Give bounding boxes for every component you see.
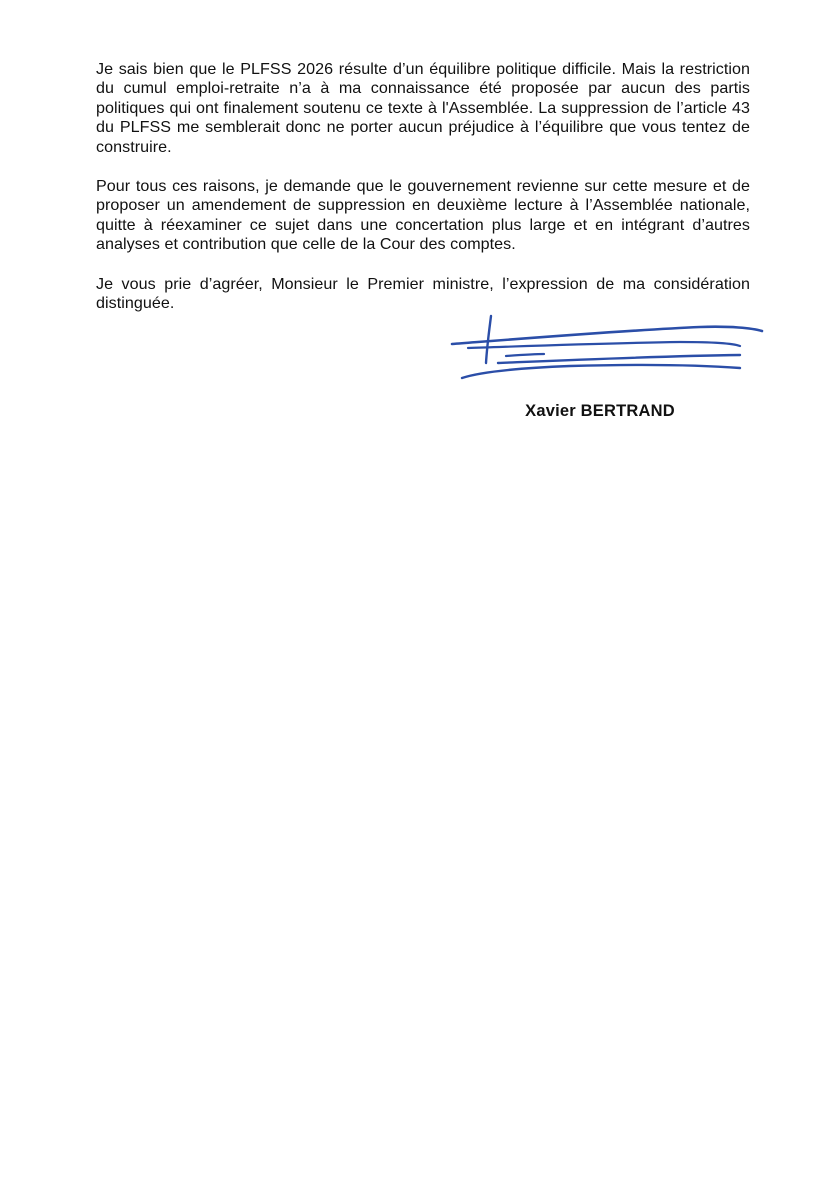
signature-bottom-sweep <box>462 365 740 378</box>
signature-top-stroke <box>452 327 762 344</box>
signer-name: Xavier BERTRAND <box>525 402 675 420</box>
signature-middle-stroke <box>468 342 740 348</box>
handwritten-signature <box>440 308 780 390</box>
paragraph-formule-politesse: Je vous prie d’agréer, Monsieur le Premier ministre, l’expression de ma considération distinguée. <box>96 274 750 313</box>
paragraph-demande-suppression: Pour tous ces raisons, je demande que le gouvernement revienne sur cette mesure et de proposer un amendement de suppression en deuxième lecture à l’Assemblée nationale, quitte à réexaminer ce sujet dans une concertation plus large et en intégrant d’autres analyses et contribution que celle de la Cour des comptes. <box>96 177 750 254</box>
signature-cross-vertical-stroke <box>486 316 491 363</box>
letter-body <box>96 60 750 333</box>
paragraph-equilibre-politique: Je sais bien que le PLFSS 2026 résulte d’un équilibre politique difficile. Mais la restriction du cumul emploi-retraite n’a à ma connaissance été proposée par aucun des partis politiques qui ont finalement soutenu ce texte à l'Assemblée. La suppression de l’article 43 du PLFSS me semblerait donc ne porter aucun préjudice à l’équilibre que vous tentez de construire. <box>96 60 750 156</box>
signature-short-stroke <box>506 354 544 356</box>
signature-lower-stroke <box>498 355 740 363</box>
